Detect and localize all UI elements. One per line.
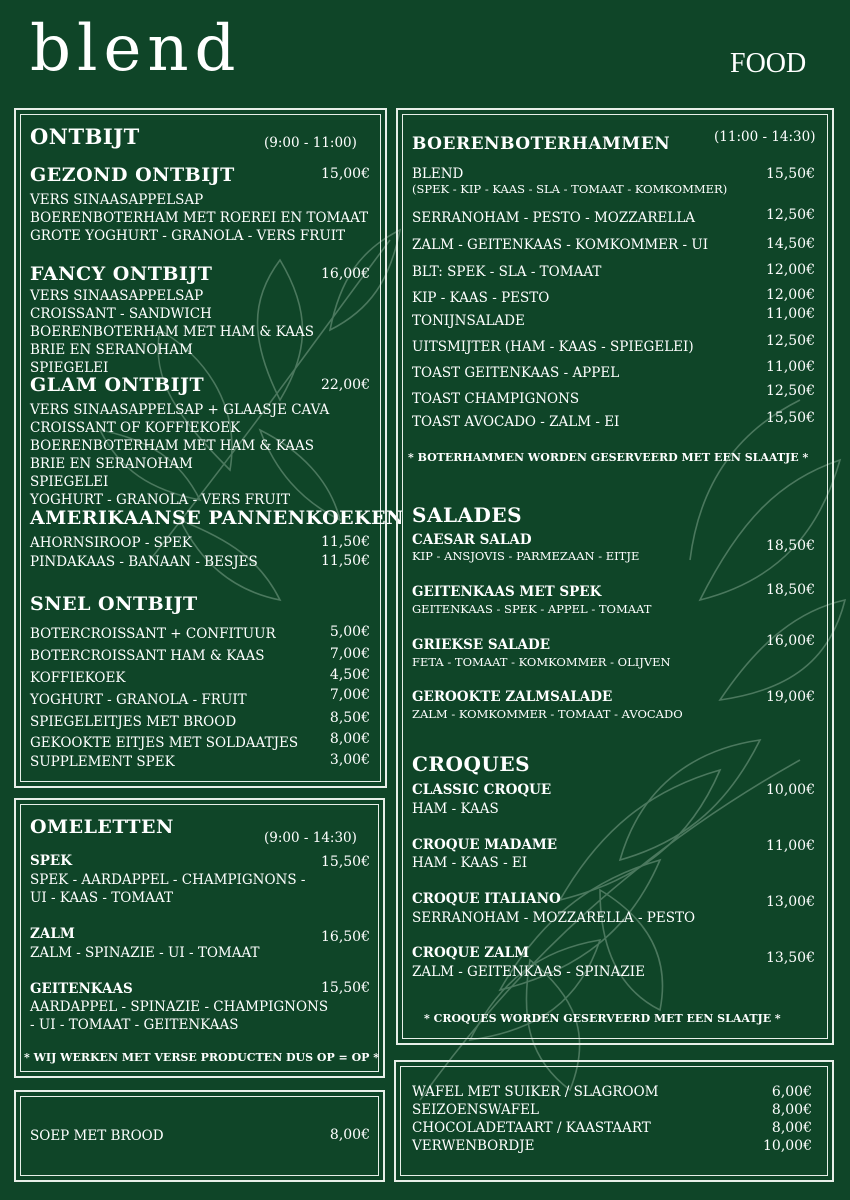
boterham-item: TOAST AVOCADO - ZALM - EI: [412, 414, 620, 430]
soep-price: 8,00€: [329, 1127, 370, 1143]
pannenkoeken-title: AMERIKAANSE PANNENKOEKEN: [30, 507, 404, 529]
salade-sub: KIP - ANSJOVIS - PARMEZAAN - EITJE: [412, 549, 640, 563]
gezond-line: VERS SINAASAPPELSAP: [30, 192, 204, 208]
boterhammen-note: * BOTERHAMMEN WORDEN GESERVEERD MET EEN SLAATJE *: [408, 451, 809, 464]
croque-name: CROQUE ZALM: [412, 945, 530, 961]
pannenkoeken-item: AHORNSIROOP - SPEK: [30, 535, 192, 551]
dessert-price: 8,00€: [771, 1120, 812, 1136]
pannenkoeken-item: PINDAKAAS - BANAAN - BESJES: [30, 554, 258, 570]
boterham-item: BLT: SPEK - SLA - TOMAAT: [412, 264, 602, 280]
fancy-line: VERS SINAASAPPELSAP: [30, 288, 204, 304]
fancy-price: 16,00€: [321, 266, 370, 282]
salade-price: 19,00€: [766, 689, 815, 705]
snel-price: 8,50€: [329, 710, 370, 726]
omelet-price: 15,50€: [321, 980, 370, 996]
croques-note: * CROQUES WORDEN GESERVEERD MET EEN SLAATJE *: [424, 1012, 781, 1025]
omelet-name: GEITENKAAS: [30, 981, 133, 997]
snel-price: 7,00€: [329, 687, 370, 703]
fancy-title: FANCY ONTBIJT: [30, 263, 213, 285]
glam-line: BOERENBOTERHAM MET HAM & KAAS: [30, 438, 315, 454]
gezond-title: GEZOND ONTBIJT: [30, 164, 235, 186]
glam-line: CROISSANT OF KOFFIEKOEK: [30, 420, 241, 436]
croque-name: CROQUE MADAME: [412, 837, 558, 853]
salade-sub: GEITENKAAS - SPEK - APPEL - TOMAAT: [412, 602, 652, 616]
salade-name: GRIEKSE SALADE: [412, 637, 551, 653]
omelet-price: 16,50€: [321, 929, 370, 945]
omeletten-hours: (9:00 - 14:30): [264, 830, 357, 846]
croque-price: 13,50€: [766, 950, 815, 966]
glam-line: YOGHURT - GRANOLA - VERS FRUIT: [30, 492, 290, 508]
croque-sub: SERRANOHAM - MOZZARELLA - PESTO: [412, 910, 696, 926]
snel-item: GEKOOKTE EITJES MET SOLDAATJES: [30, 735, 299, 751]
omelet-line: - UI - TOMAAT - GEITENKAAS: [30, 1017, 239, 1033]
boterham-item: TOAST GEITENKAAS - APPEL: [412, 365, 620, 381]
pannenkoeken-price: 11,50€: [321, 553, 370, 569]
gezond-price: 15,00€: [321, 166, 370, 182]
omelet-line: SPEK - AARDAPPEL - CHAMPIGNONS -: [30, 872, 306, 888]
salade-price: 18,50€: [766, 582, 815, 598]
omelet-line: AARDAPPEL - SPINAZIE - CHAMPIGNONS: [30, 999, 329, 1015]
boterham-price: 15,50€: [766, 410, 815, 426]
omelet-price: 15,50€: [321, 854, 370, 870]
boterham-price: 11,00€: [766, 306, 815, 322]
glam-price: 22,00€: [321, 377, 370, 393]
omeletten-note: * WIJ WERKEN MET VERSE PRODUCTEN DUS OP = OP *: [24, 1051, 380, 1064]
croque-sub: HAM - KAAS: [412, 801, 499, 817]
dessert-item: VERWENBORDJE: [412, 1138, 535, 1154]
soep-name: SOEP MET BROOD: [30, 1128, 164, 1144]
dessert-price: 10,00€: [763, 1138, 812, 1154]
omeletten-title: OMELETTEN: [30, 816, 174, 838]
boterham-price: 15,50€: [766, 166, 815, 182]
section-title: FOOD: [730, 48, 807, 79]
salade-price: 18,50€: [766, 538, 815, 554]
snel-item: BOTERCROISSANT + CONFITUUR: [30, 626, 276, 642]
boterham-item: TONIJNSALADE: [412, 313, 525, 329]
fancy-line: CROISSANT - SANDWICH: [30, 306, 212, 322]
dessert-item: WAFEL MET SUIKER / SLAGROOM: [412, 1084, 659, 1100]
croque-price: 11,00€: [766, 838, 815, 854]
fancy-line: BOERENBOTERHAM MET HAM & KAAS: [30, 324, 315, 340]
omelet-line: UI - KAAS - TOMAAT: [30, 890, 173, 906]
dessert-price: 6,00€: [771, 1084, 812, 1100]
boterham-price: 12,50€: [766, 333, 815, 349]
omelet-name: SPEK: [30, 853, 72, 869]
snel-price: 3,00€: [329, 752, 370, 768]
fancy-line: SPIEGELEI: [30, 360, 109, 376]
snel-price: 8,00€: [329, 731, 370, 747]
snel-item: KOFFIEKOEK: [30, 670, 126, 686]
glam-line: SPIEGELEI: [30, 474, 109, 490]
boterham-item: SERRANOHAM - PESTO - MOZZARELLA: [412, 210, 696, 226]
snel-price: 7,00€: [329, 646, 370, 662]
boterham-price: 12,00€: [766, 262, 815, 278]
snel-price: 5,00€: [329, 624, 370, 640]
dessert-item: CHOCOLADETAART / KAASTAART: [412, 1120, 651, 1136]
boterhammen-hours: (11:00 - 14:30): [714, 129, 816, 145]
boterham-price: 12,50€: [766, 383, 815, 399]
boterham-price: 14,50€: [766, 236, 815, 252]
ontbijt-title: ONTBIJT: [30, 124, 140, 149]
salade-price: 16,00€: [766, 633, 815, 649]
dessert-price: 8,00€: [771, 1102, 812, 1118]
glam-title: GLAM ONTBIJT: [30, 374, 205, 396]
croque-name: CLASSIC CROQUE: [412, 782, 552, 798]
snel-item: SPIEGELEITJES MET BROOD: [30, 714, 237, 730]
snel-item: YOGHURT - GRANOLA - FRUIT: [30, 692, 247, 708]
fancy-line: BRIE EN SERANOHAM: [30, 342, 193, 358]
snel-title: SNEL ONTBIJT: [30, 593, 198, 615]
dessert-item: SEIZOENSWAFEL: [412, 1102, 539, 1118]
glam-line: BRIE EN SERANOHAM: [30, 456, 193, 472]
snel-price: 4,50€: [329, 667, 370, 683]
salade-sub: FETA - TOMAAT - KOMKOMMER - OLIJVEN: [412, 655, 671, 669]
boterham-item: BLEND: [412, 166, 464, 182]
gezond-line: BOERENBOTERHAM MET ROEREI EN TOMAAT: [30, 210, 369, 226]
salades-title: SALADES: [412, 503, 523, 527]
snel-item: SUPPLEMENT SPEK: [30, 754, 175, 770]
boterham-item: UITSMIJTER (HAM - KAAS - SPIEGELEI): [412, 339, 694, 355]
boterham-price: 12,00€: [766, 287, 815, 303]
salade-name: GEITENKAAS MET SPEK: [412, 584, 602, 600]
croque-name: CROQUE ITALIANO: [412, 891, 561, 907]
boterham-sub: (SPEK - KIP - KAAS - SLA - TOMAAT - KOMKOMMER): [412, 182, 728, 196]
gezond-line: GROTE YOGHURT - GRANOLA - VERS FRUIT: [30, 228, 346, 244]
boterham-item: KIP - KAAS - PESTO: [412, 290, 550, 306]
croque-sub: HAM - KAAS - EI: [412, 855, 528, 871]
boterham-item: ZALM - GEITENKAAS - KOMKOMMER - UI: [412, 237, 709, 253]
boterham-item: TOAST CHAMPIGNONS: [412, 391, 580, 407]
salade-name: CAESAR SALAD: [412, 532, 532, 548]
boterham-price: 11,00€: [766, 359, 815, 375]
snel-item: BOTERCROISSANT HAM & KAAS: [30, 648, 265, 664]
boterham-price: 12,50€: [766, 207, 815, 223]
ontbijt-hours: (9:00 - 11:00): [264, 135, 357, 151]
omelet-line: ZALM - SPINAZIE - UI - TOMAAT: [30, 945, 260, 961]
glam-line: VERS SINAASAPPELSAP + GLAASJE CAVA: [30, 402, 330, 418]
croque-price: 13,00€: [766, 894, 815, 910]
pannenkoeken-price: 11,50€: [321, 534, 370, 550]
salade-sub: ZALM - KOMKOMMER - TOMAAT - AVOCADO: [412, 707, 683, 721]
croques-title: CROQUES: [412, 752, 531, 776]
salade-name: GEROOKTE ZALMSALADE: [412, 689, 613, 705]
brand-logo: blend: [30, 12, 242, 86]
omelet-name: ZALM: [30, 926, 75, 942]
croque-price: 10,00€: [766, 782, 815, 798]
croque-sub: ZALM - GEITENKAAS - SPINAZIE: [412, 964, 645, 980]
boterhammen-title: BOERENBOTERHAMMEN: [412, 134, 671, 154]
